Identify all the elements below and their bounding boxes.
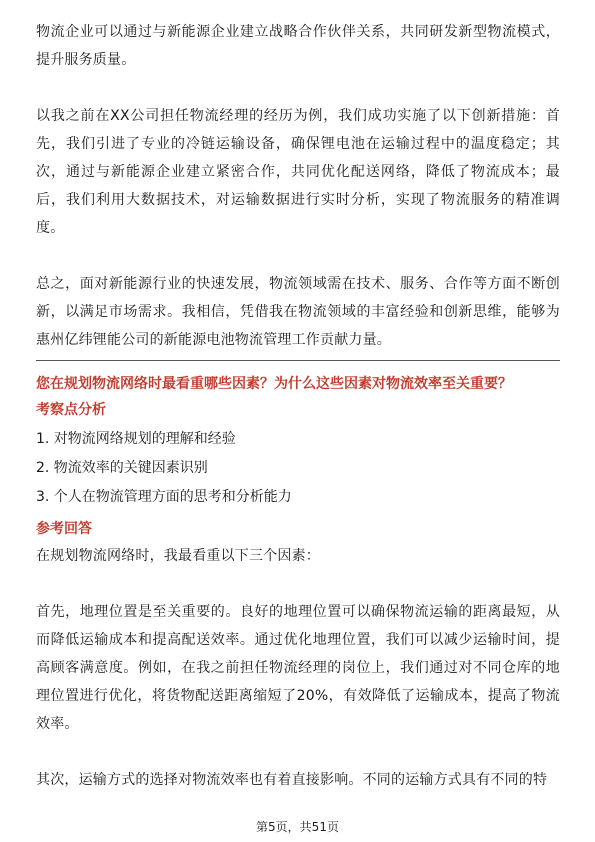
paragraph-gap bbox=[36, 74, 560, 102]
section-divider bbox=[36, 360, 560, 361]
answer-paragraph: 其次，运输方式的选择对物流效率也有着直接影响。不同的运输方式具有不同的特 bbox=[36, 772, 548, 788]
answer-heading: 参考回答 bbox=[36, 521, 92, 537]
paragraph-gap bbox=[36, 738, 560, 766]
page-number: 第5页，共51页 bbox=[256, 820, 339, 834]
analysis-list bbox=[36, 425, 560, 512]
list-item: 1. 对物流网络规划的理解和经验 bbox=[36, 431, 236, 447]
paragraph-gap bbox=[36, 570, 560, 598]
page-footer bbox=[0, 818, 595, 835]
list-item: 3. 个人在物流管理方面的思考和分析能力 bbox=[36, 489, 292, 505]
answer-paragraph: 首先，地理位置是至关重要的。良好的地理位置可以确保物流运输的距离最短，从而降低运输成本和提高配送效率。通过优化地理位置，我们可以减少运输时间，提高顾客满意度。例如，在我之前担任物流经理的岗位上，我们通过对不同仓库的地理位置进行优化，将货物配送距离缩短了20%，有效降低了运输成本，提高了物流效率。 bbox=[36, 604, 560, 732]
list-item: 2. 物流效率的关键因素识别 bbox=[36, 460, 208, 476]
body-paragraph: 物流企业可以通过与新能源企业建立战略合作伙伴关系，共同研发新型物流模式，提升服务质量。 bbox=[36, 24, 560, 68]
interview-question: 您在规划物流网络时最看重哪些因素？为什么这些因素对物流效率至关重要？ bbox=[36, 376, 512, 392]
body-paragraph: 以我之前在XX公司担任物流经理的经历为例，我们成功实施了以下创新措施：首先，我们引进了专业的冷链运输设备，确保锂电池在运输过程中的温度稳定；其次，通过与新能源企业建立紧密合作，共同优化配送网络，降低了物流成本；最后，我们利用大数据技术，对运输数据进行实时分析，实现了物流服务的精准调度。 bbox=[36, 108, 560, 236]
paragraph-gap bbox=[36, 242, 560, 270]
document-page bbox=[36, 18, 560, 794]
analysis-heading: 考察点分析 bbox=[36, 402, 106, 418]
answer-intro: 在规划物流网络时，我最看重以下三个因素： bbox=[36, 548, 320, 564]
body-paragraph: 总之，面对新能源行业的快速发展，物流领域需在技术、服务、合作等方面不断创新，以满足市场需求。我相信，凭借我在物流领域的丰富经验和创新思维，能够为惠州亿纬锂能公司的新能源电池物流管理工作贡献力量。 bbox=[36, 276, 560, 348]
